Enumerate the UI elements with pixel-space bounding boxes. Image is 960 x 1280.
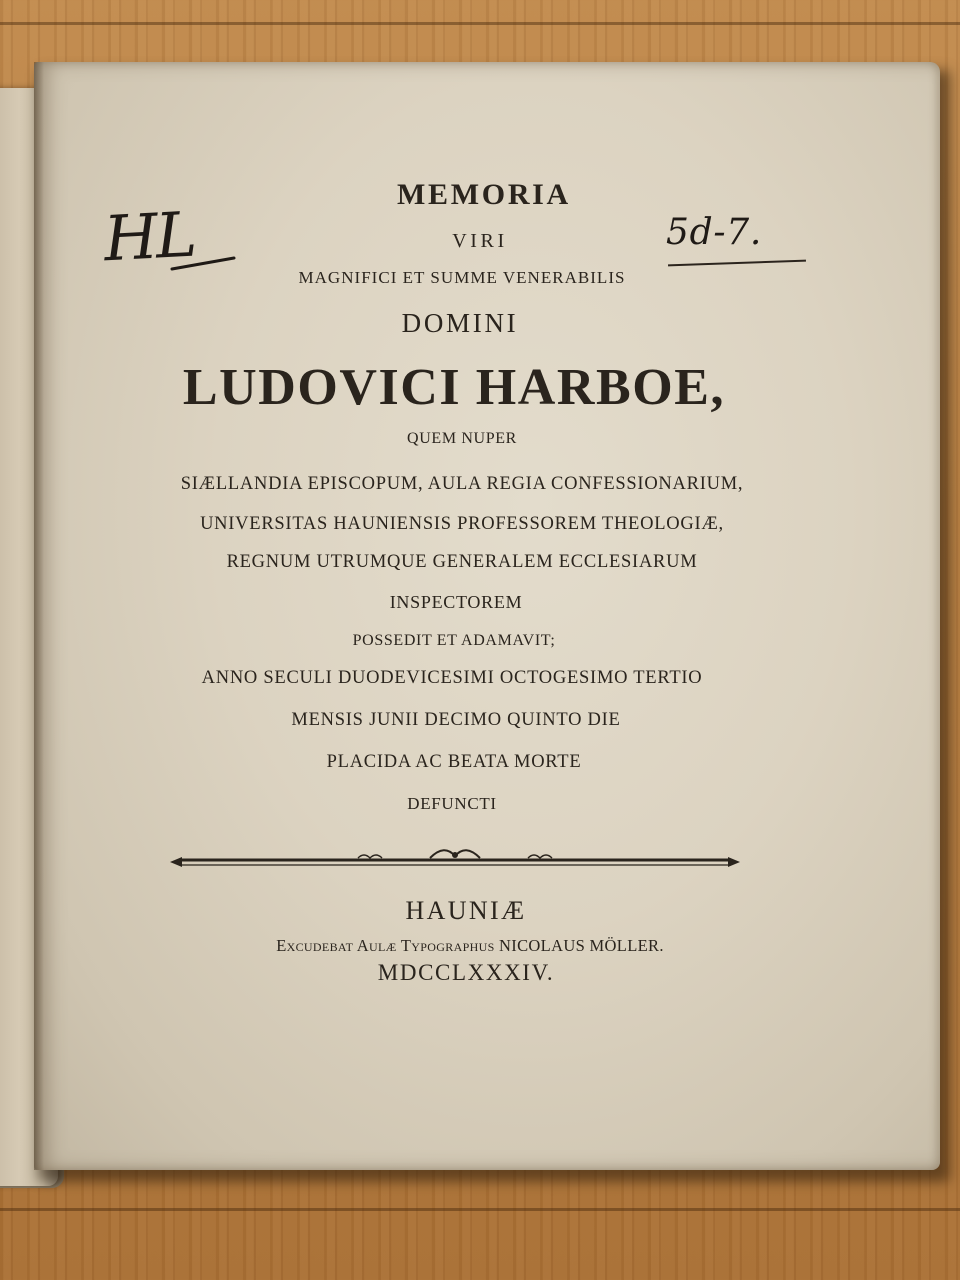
title-domini: DOMINI bbox=[401, 308, 519, 338]
table-plank-seam bbox=[0, 1208, 960, 1211]
imprint-printer: Excudebat Aulæ Typographus NICOLAUS MÖLLER. bbox=[276, 936, 664, 955]
handwritten-mark-right: 5d-7. bbox=[666, 212, 763, 253]
line-defuncti: DEFUNCTI bbox=[407, 794, 497, 813]
table-plank-seam bbox=[0, 22, 960, 25]
line-quem-nuper: QUEM NUPER bbox=[407, 430, 517, 447]
title-memoria: MEMORIA bbox=[397, 178, 571, 211]
line-possedit: POSSEDIT ET ADAMAVIT; bbox=[352, 632, 556, 649]
decorative-rule-ornament bbox=[168, 846, 742, 876]
title-magnifici: MAGNIFICI ET SUMME VENERABILIS bbox=[298, 268, 626, 287]
handwritten-mark-left: HL bbox=[102, 197, 197, 276]
line-siaellandia: SIÆLLANDIA EPISCOPUM, AULA REGIA CONFESSIONARIUM, bbox=[180, 474, 744, 494]
line-placida: PLACIDA AC BEATA MORTE bbox=[326, 752, 582, 772]
imprint-place: HAUNIÆ bbox=[405, 896, 527, 925]
imprint-year: MDCCLXXXIV. bbox=[377, 960, 555, 985]
line-inspectorem: INSPECTOREM bbox=[389, 592, 523, 612]
line-universitas: UNIVERSITAS HAUNIENSIS PROFESSOREM THEOLOGIÆ, bbox=[200, 514, 724, 534]
line-mensis: MENSIS JUNII DECIMO QUINTO DIE bbox=[291, 710, 621, 730]
title-viri: VIRI bbox=[452, 230, 508, 252]
title-name: LUDOVICI HARBOE, bbox=[182, 359, 726, 416]
page-spine-shadow bbox=[34, 62, 44, 1170]
line-anno: ANNO SECULI DUODEVICESIMI OCTOGESIMO TERTIO bbox=[201, 668, 703, 688]
line-regnum: REGNUM UTRUMQUE GENERALEM ECCLESIARUM bbox=[226, 552, 698, 572]
